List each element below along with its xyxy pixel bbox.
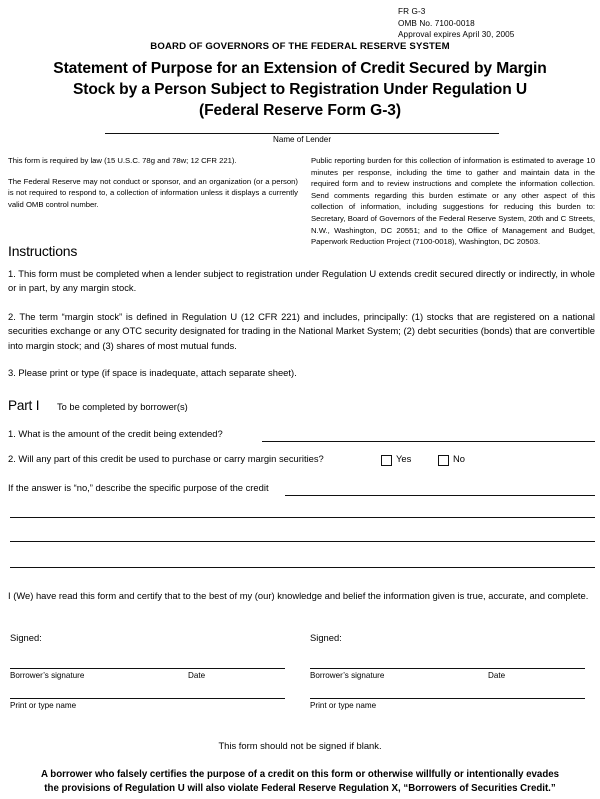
signature-caption-left: Borrower’s signature	[10, 671, 85, 680]
notice-omb-control: The Federal Reserve may not conduct or sponsor, and an organization (or a person) is not required to respond to, a collection of information unless it displays a currently valid OMB control number.	[8, 176, 298, 209]
signature-input-left[interactable]	[10, 668, 285, 669]
question-2-label: 2. Will any part of this credit be used to purchase or carry margin securities?	[8, 453, 324, 464]
notice-reporting-burden: Public reporting burden for this collection of information is estimated to average 10 minutes per response, including the time to gather and maintain data in the required form and to review instructions and complete the information collection. Send comments regarding this burden estimate or any other aspect of this collection of information, including suggestions for reducing this burden to: Secretary, Board of Governors of the Federal Reserve System, 20th and C Streets, N.W., Washington, DC 20551; and to the Office of Management and Budget, Paperwork Reduction Project (7100-0018), Washington, DC 20503.	[311, 156, 595, 247]
date-caption-left: Date	[188, 671, 206, 680]
signed-label-left: Signed:	[10, 632, 42, 643]
part-one-heading: Part I	[8, 398, 40, 413]
title-line-3: (Federal Reserve Form G-3)	[199, 102, 401, 119]
footer-warning-line-2: the provisions of Regulation U will also violate Federal Reserve Regulation X, “Borrowers of Securities Credit.”	[44, 783, 556, 795]
purpose-blank-line-1[interactable]	[10, 517, 595, 518]
part-one-subheading: To be completed by borrower(s)	[57, 402, 188, 412]
title-line-2: Stock by a Person Subject to Registration Under Regulation U	[72, 81, 528, 98]
checkbox-no[interactable]	[438, 455, 449, 466]
print-name-caption-right: Print or type name	[310, 701, 377, 710]
checkbox-yes-label: Yes	[396, 453, 412, 464]
print-name-caption-left: Print or type name	[10, 701, 77, 710]
page-title	[20, 58, 580, 121]
purpose-blank-line-3[interactable]	[10, 567, 595, 568]
checkbox-yes[interactable]	[381, 455, 392, 466]
agency-name: BOARD OF GOVERNORS OF THE FEDERAL RESERVE SYSTEM	[150, 41, 450, 52]
title-line-1: Statement of Purpose for an Extension of Credit Secured by Margin	[53, 60, 547, 77]
instruction-item-3: 3. Please print or type (if space is inadequate, attach separate sheet).	[8, 367, 297, 378]
form-meta-block	[398, 6, 514, 41]
footer-warning-line-1: A borrower who falsely certifies the purpose of a credit on this form or otherwise willfully or intentionally evades	[40, 769, 560, 780]
purpose-blank-line-2[interactable]	[10, 541, 595, 542]
legal-notice-left	[8, 155, 298, 219]
footer-warning	[14, 768, 586, 797]
signature-input-right[interactable]	[310, 668, 585, 669]
print-name-input-left[interactable]	[10, 698, 285, 699]
signed-label-right: Signed:	[310, 632, 342, 643]
lender-name-field[interactable]	[105, 133, 499, 134]
instruction-item-1: 1. This form must be completed when a lender subject to registration under Regulation U extends credit secured directly or indirectly, in whole or in part, by any margin stock.	[8, 268, 595, 294]
signature-caption-right: Borrower’s signature	[310, 671, 385, 680]
question-1-input[interactable]	[262, 441, 595, 442]
approval-expiry: Approval expires April 30, 2005	[398, 30, 515, 39]
instructions-heading: Instructions	[8, 243, 78, 259]
form-number: FR G-3	[398, 7, 426, 16]
legal-notice-right	[311, 155, 595, 248]
checkbox-no-label: No	[453, 453, 465, 464]
certification-statement: I (We) have read this form and certify that to the best of my (our) knowledge and belief the information given is true, accurate, and complete.	[8, 590, 589, 601]
omb-number: OMB No. 7100-0018	[398, 18, 475, 28]
notice-required-by-law: This form is required by law (15 U.S.C. 78g and 78w; 12 CFR 221).	[8, 156, 237, 165]
lender-name-label: Name of Lender	[272, 135, 332, 144]
date-caption-right: Date	[488, 671, 506, 680]
question-1-label: 1. What is the amount of the credit being extended?	[8, 428, 223, 439]
print-name-input-right[interactable]	[310, 698, 585, 699]
question-3-input[interactable]	[285, 495, 595, 496]
instruction-item-2: 2. The term “margin stock” is defined in Regulation U (12 CFR 221) and includes, principally: (1) stocks that are registered on a national securities exchange or any OTC security designated for trading in the National Market System; (2) debt securities (bonds) that are convertible into margin stock; and (3) shares of most mutual funds.	[8, 311, 595, 351]
footer-note: This form should not be signed if blank.	[218, 740, 382, 751]
question-3-label: If the answer is “no,” describe the specific purpose of the credit	[8, 482, 269, 493]
